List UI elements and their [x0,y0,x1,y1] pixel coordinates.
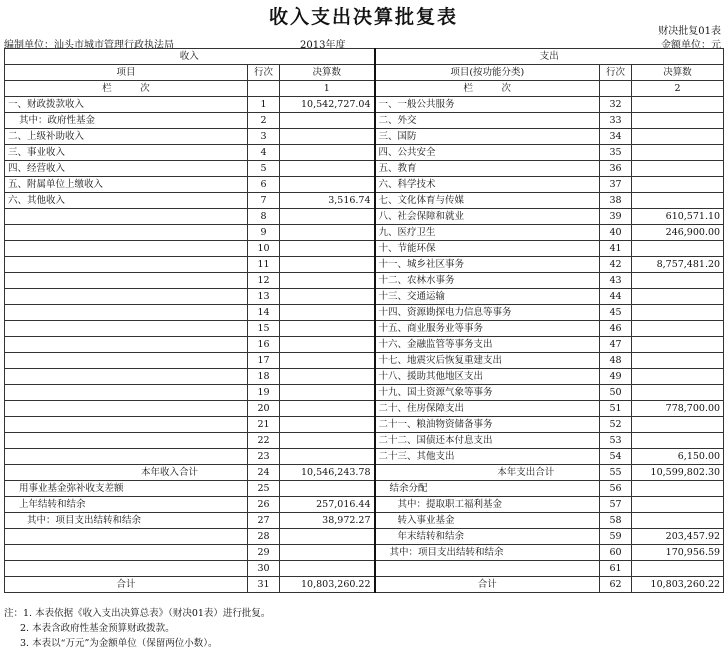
table-row [5,353,724,369]
income-amount [280,561,375,577]
expense-row-no: 50 [600,385,632,401]
table-row [5,449,724,465]
expense-item-label: 十、节能环保 [375,241,600,257]
expense-row-no: 40 [600,225,632,241]
amount-header: 决算数 [632,65,724,81]
expense-item-label: 合计 [375,577,600,593]
income-header: 收入 [5,49,375,65]
expense-row-no: 55 [600,465,632,481]
expense-amount [632,353,724,369]
income-row-no: 24 [248,465,280,481]
expense-row-no: 44 [600,289,632,305]
table-row [5,369,724,385]
expense-amount [632,417,724,433]
expense-amount [632,193,724,209]
income-item-label [5,289,248,305]
expense-row-no: 57 [600,497,632,513]
income-row-no: 11 [248,257,280,273]
expense-item-label: 二十二、国债还本付息支出 [375,433,600,449]
income-amount [280,449,375,465]
expense-row-no: 59 [600,529,632,545]
table-row [5,321,724,337]
income-row-no: 28 [248,529,280,545]
table-row [5,113,724,129]
income-item-label [5,561,248,577]
expense-item-label: 结余分配 [375,481,600,497]
income-row-no: 2 [248,113,280,129]
income-amount [280,545,375,561]
expense-row-no: 49 [600,369,632,385]
expense-row-no: 43 [600,273,632,289]
expense-amount [632,497,724,513]
table-row [5,497,724,513]
expense-amount [632,321,724,337]
expense-amount: 8,757,481.20 [632,257,724,273]
budget-table [4,48,724,593]
income-item-label: 合计 [5,577,248,593]
expense-row-no: 41 [600,241,632,257]
table-row [5,177,724,193]
income-amount [280,337,375,353]
income-amount [280,113,375,129]
income-row-no: 1 [248,97,280,113]
expense-row-no: 46 [600,321,632,337]
income-row-no: 13 [248,289,280,305]
expense-row-no: 42 [600,257,632,273]
unit-label: 金额单位：元 [661,40,721,51]
footnotes [4,606,270,651]
expense-item-label: 四、公共安全 [375,145,600,161]
income-row-no: 26 [248,497,280,513]
income-amount [280,401,375,417]
expense-amount [632,177,724,193]
income-item-label [5,417,248,433]
expense-row-no: 47 [600,337,632,353]
expense-amount [632,145,724,161]
table-row [5,273,724,289]
income-item-label: 五、附属单位上缴收入 [5,177,248,193]
income-amount: 10,542,727.04 [280,97,375,113]
income-row-no: 22 [248,433,280,449]
expense-item-label: 六、科学技术 [375,177,600,193]
table-row [5,417,724,433]
expense-amount: 203,457.92 [632,529,724,545]
expense-item-label: 转入事业基金 [375,513,600,529]
income-amount: 10,803,260.22 [280,577,375,593]
expense-item-label: 八、社会保障和就业 [375,209,600,225]
row-no-header: 行次 [248,65,280,81]
expense-item-label: 其中：项目支出结转和结余 [375,545,600,561]
income-amount [280,257,375,273]
income-row-no: 23 [248,449,280,465]
expense-amount: 246,900.00 [632,225,724,241]
income-row-no: 18 [248,369,280,385]
column-index-row [5,81,724,97]
income-amount [280,417,375,433]
table-row [5,561,724,577]
expense-item-label: 二十三、其他支出 [375,449,600,465]
income-row-no: 29 [248,545,280,561]
expense-amount: 10,599,802.30 [632,465,724,481]
expense-amount [632,369,724,385]
income-amount [280,209,375,225]
table-row [5,129,724,145]
table-row [5,385,724,401]
income-item-label: 用事业基金弥补收支差额 [5,481,248,497]
expense-item-label: 一、一般公共服务 [375,97,600,113]
income-item-label: 六、其他收入 [5,193,248,209]
table-row [5,481,724,497]
expense-row-no: 52 [600,417,632,433]
income-amount [280,225,375,241]
expense-row-no: 60 [600,545,632,561]
income-item-label [5,305,248,321]
org-name: 编制单位：汕头市城市管理行政执法局 [4,40,174,51]
item-func-header: 项目(按功能分类) [375,65,600,81]
income-row-no: 20 [248,401,280,417]
expense-item-label: 十二、农林水事务 [375,273,600,289]
expense-item-label: 三、国防 [375,129,600,145]
expense-amount [632,561,724,577]
lan-label: 栏 次 [5,81,248,97]
expense-item-label: 二、外交 [375,113,600,129]
expense-row-no: 56 [600,481,632,497]
expense-row-no: 51 [600,401,632,417]
income-row-no: 6 [248,177,280,193]
expense-amount [632,161,724,177]
income-row-no: 10 [248,241,280,257]
expense-header: 支出 [375,49,724,65]
income-item-label [5,257,248,273]
income-item-label: 二、上级补助收入 [5,129,248,145]
income-amount [280,433,375,449]
income-item-label [5,337,248,353]
income-row-no: 4 [248,145,280,161]
expense-amount [632,241,724,257]
amount-header: 决算数 [280,65,375,81]
row-no-header: 行次 [600,65,632,81]
section-header-row [5,49,724,65]
income-row-no: 27 [248,513,280,529]
income-row-no: 19 [248,385,280,401]
table-row [5,433,724,449]
expense-amount [632,513,724,529]
income-row-no: 25 [248,481,280,497]
expense-amount: 610,571.10 [632,209,724,225]
expense-row-no: 45 [600,305,632,321]
expense-row-no: 37 [600,177,632,193]
income-amount [280,385,375,401]
expense-row-no: 39 [600,209,632,225]
income-amount [280,353,375,369]
expense-amount [632,113,724,129]
col-index-1: 1 [280,81,375,97]
expense-item-label: 十九、国土资源气象等事务 [375,385,600,401]
table-row [5,305,724,321]
income-amount [280,129,375,145]
table-row [5,529,724,545]
income-row-no: 16 [248,337,280,353]
item-header: 项目 [5,65,248,81]
table-row [5,241,724,257]
income-amount [280,369,375,385]
empty-cell [248,81,280,97]
expense-row-no: 38 [600,193,632,209]
empty-cell [600,81,632,97]
expense-amount [632,305,724,321]
income-row-no: 8 [248,209,280,225]
expense-amount [632,289,724,305]
expense-item-label: 十六、金融监管等事务支出 [375,337,600,353]
income-item-label: 四、经营收入 [5,161,248,177]
note-3: 3. 本表以“万元”为金额单位（保留两位小数）。 [20,638,218,649]
table-row [5,97,724,113]
expense-item-label: 九、医疗卫生 [375,225,600,241]
table-row [5,209,724,225]
column-header-row [5,65,724,81]
expense-amount [632,129,724,145]
expense-item-label: 十一、城乡社区事务 [375,257,600,273]
expense-amount: 10,803,260.22 [632,577,724,593]
expense-row-no: 53 [600,433,632,449]
income-amount [280,161,375,177]
income-row-no: 31 [248,577,280,593]
expense-row-no: 48 [600,353,632,369]
expense-row-no: 35 [600,145,632,161]
income-amount: 10,546,243.78 [280,465,375,481]
page-title: 收入支出决算批复表 [268,6,458,28]
income-amount [280,289,375,305]
income-item-label [5,529,248,545]
expense-row-no: 33 [600,113,632,129]
expense-amount [632,433,724,449]
income-row-no: 15 [248,321,280,337]
income-item-label: 本年收入合计 [5,465,248,481]
income-item-label [5,273,248,289]
table-row [5,577,724,593]
expense-item-label: 十三、交通运输 [375,289,600,305]
income-item-label [5,385,248,401]
lan-label: 栏 次 [375,81,600,97]
expense-item-label: 五、教育 [375,161,600,177]
income-amount: 3,516.74 [280,193,375,209]
table-row [5,225,724,241]
table-row [5,257,724,273]
expense-item-label: 十五、商业服务业等事务 [375,321,600,337]
table-row [5,193,724,209]
income-amount [280,529,375,545]
expense-item-label: 年末结转和结余 [375,529,600,545]
expense-item-label: 十七、地震灾后恢复重建支出 [375,353,600,369]
col-index-2: 2 [632,81,724,97]
expense-item-label: 其中：提取职工福利基金 [375,497,600,513]
note-2: 2. 本表含政府性基金预算财政拨款。 [20,623,175,634]
income-item-label [5,369,248,385]
income-amount [280,241,375,257]
expense-row-no: 32 [600,97,632,113]
table-row [5,513,724,529]
expense-item-label: 二十、住房保障支出 [375,401,600,417]
expense-item-label: 七、文化体育与传媒 [375,193,600,209]
income-item-label [5,321,248,337]
income-item-label: 其中：项目支出结转和结余 [5,513,248,529]
income-item-label: 一、财政拨款收入 [5,97,248,113]
expense-amount [632,97,724,113]
income-row-no: 21 [248,417,280,433]
expense-item-label: 本年支出合计 [375,465,600,481]
note-1: 注：1. 本表依据《收入支出决算总表》（财决01表）进行批复。 [4,608,271,619]
expense-item-label [375,561,600,577]
income-row-no: 30 [248,561,280,577]
income-item-label [5,225,248,241]
income-amount: 38,972.27 [280,513,375,529]
income-item-label [5,241,248,257]
income-item-label [5,353,248,369]
table-row [5,465,724,481]
income-row-no: 14 [248,305,280,321]
table-row [5,289,724,305]
income-item-label: 三、事业收入 [5,145,248,161]
income-amount [280,481,375,497]
income-item-label [5,209,248,225]
income-item-label: 其中：政府性基金 [5,113,248,129]
income-row-no: 17 [248,353,280,369]
income-item-label: 上年结转和结余 [5,497,248,513]
income-amount [280,305,375,321]
expense-row-no: 34 [600,129,632,145]
form-code: 财决批复01表 [658,26,721,37]
expense-amount [632,385,724,401]
table-row [5,161,724,177]
expense-amount: 778,700.00 [632,401,724,417]
expense-row-no: 36 [600,161,632,177]
expense-row-no: 62 [600,577,632,593]
income-amount: 257,016.44 [280,497,375,513]
expense-item-label: 二十一、粮油物资储备事务 [375,417,600,433]
expense-amount: 170,956.59 [632,545,724,561]
table-row [5,401,724,417]
expense-amount [632,273,724,289]
income-item-label [5,433,248,449]
income-row-no: 9 [248,225,280,241]
income-row-no: 3 [248,129,280,145]
income-amount [280,273,375,289]
expense-row-no: 58 [600,513,632,529]
year-label: 2013年度 [300,40,346,51]
expense-row-no: 61 [600,561,632,577]
table-row [5,337,724,353]
expense-amount [632,337,724,353]
income-item-label [5,449,248,465]
table-row [5,145,724,161]
income-row-no: 12 [248,273,280,289]
income-amount [280,321,375,337]
income-item-label [5,401,248,417]
expense-item-label: 十四、资源勘探电力信息等事务 [375,305,600,321]
table-row [5,545,724,561]
expense-row-no: 54 [600,449,632,465]
income-amount [280,145,375,161]
income-row-no: 7 [248,193,280,209]
expense-amount [632,481,724,497]
expense-item-label: 十八、援助其他地区支出 [375,369,600,385]
income-item-label [5,545,248,561]
income-amount [280,177,375,193]
expense-amount: 6,150.00 [632,449,724,465]
income-row-no: 5 [248,161,280,177]
